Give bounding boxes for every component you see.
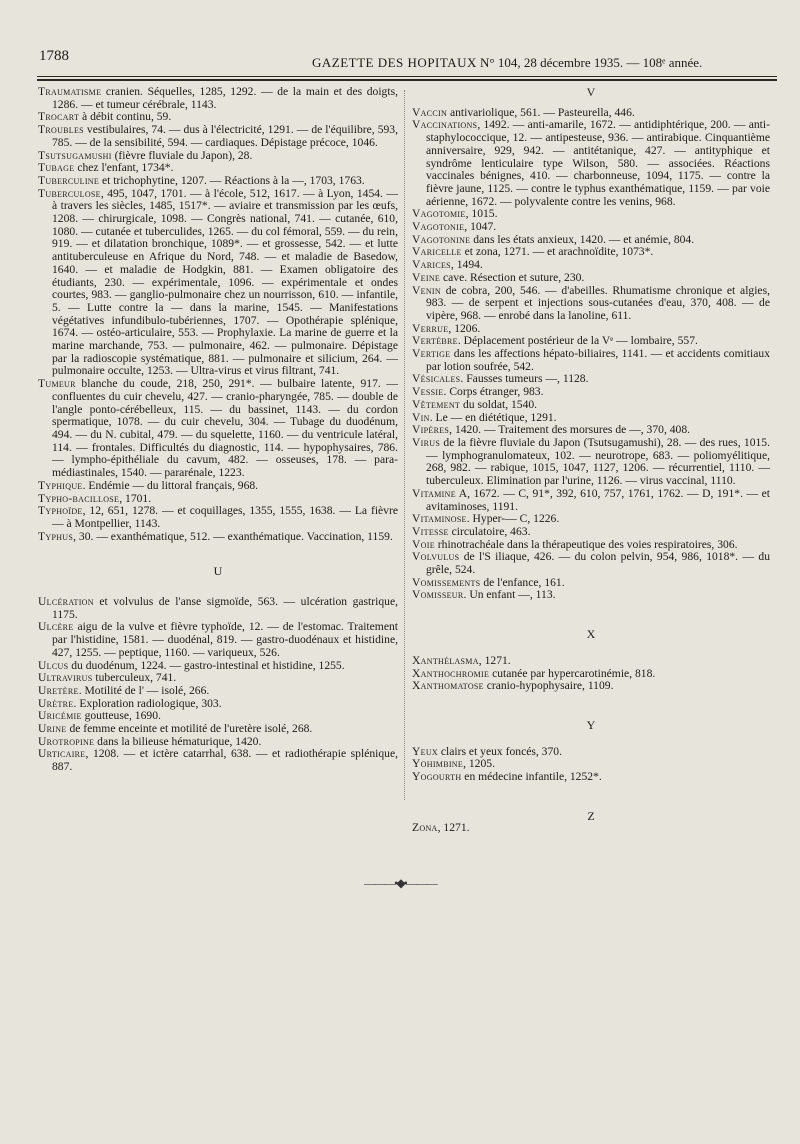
entry-references: , 1271. bbox=[437, 821, 470, 835]
entry-headword: Vitesse bbox=[412, 524, 449, 538]
entry-headword: Voie bbox=[412, 537, 435, 551]
entry-headword: Troubles bbox=[38, 123, 84, 137]
index-section-x bbox=[412, 655, 770, 693]
entry-headword: Vagotomie bbox=[412, 207, 466, 221]
section-letter-u: U bbox=[213, 564, 223, 579]
entry-headword: Typhoïde bbox=[38, 504, 83, 518]
entry-references: . Un enfant —, 113. bbox=[463, 588, 556, 602]
entry-headword: Tuberculine bbox=[38, 173, 100, 187]
entry-references: et volvulus de l'anse sigmoïde, 563. — ulcération gastrique, 1175. bbox=[52, 595, 398, 621]
index-entry bbox=[38, 596, 398, 621]
index-entry bbox=[412, 348, 770, 373]
entry-headword: Venin bbox=[412, 283, 441, 297]
entry-headword: Vertèbre bbox=[412, 334, 458, 348]
index-entry bbox=[412, 488, 770, 513]
entry-headword: Xanthélasma bbox=[412, 653, 479, 667]
entry-headword: Vipères bbox=[412, 423, 450, 437]
entry-headword: Urètre bbox=[38, 696, 74, 710]
entry-references: , 1015. bbox=[465, 207, 498, 221]
section-letter-v: V bbox=[586, 85, 596, 99]
index-section-y bbox=[412, 746, 770, 784]
entry-headword: Tuberculose bbox=[38, 186, 101, 200]
entry-headword: Yogourth bbox=[412, 770, 462, 784]
entry-references: de l'S iliaque, 426. — du colon pelvin, 954, 986, 1018*. — du grêle, 524. bbox=[426, 550, 770, 577]
entry-references: et trichophytine, 1207. — Réactions à la —, 1703, 1763. bbox=[99, 173, 365, 187]
entry-headword: Vessie bbox=[412, 385, 444, 399]
footer-ornament: ———•◆•——— bbox=[364, 876, 436, 890]
index-entry bbox=[412, 285, 770, 323]
entry-references: dans les états anxieux, 1420. — et anémie, 804. bbox=[470, 232, 695, 246]
entry-references: dans la bilieuse hématurique, 1420. bbox=[94, 734, 262, 748]
entry-headword: Urticaire bbox=[38, 747, 86, 761]
entry-headword: Tumeur bbox=[38, 377, 76, 391]
entry-references: , 1208. — et ictère catarrhal, 638. — et radiothérapie splénique, 887. bbox=[52, 747, 398, 774]
index-entry bbox=[412, 119, 770, 208]
entry-headword: Typhus bbox=[38, 529, 74, 543]
entry-references: . Corps étranger, 983. bbox=[443, 385, 544, 399]
entry-headword: Vaccin bbox=[412, 105, 448, 119]
index-entry bbox=[412, 822, 770, 835]
entry-references: cranien. Séquelles, 1285, 1292. — de la main et des doigts, 1286. — et tumeur cérébrale, 1143. bbox=[52, 85, 398, 111]
index-entry bbox=[412, 680, 770, 693]
entry-headword: Yeux bbox=[412, 744, 439, 758]
entry-references: chez l'enfant, 1734*. bbox=[74, 161, 174, 175]
entry-headword: Ultravirus bbox=[38, 671, 93, 685]
entry-headword: Urine bbox=[38, 722, 67, 736]
entry-references: dans les affections hépato-biliaires, 1141. — et accidents comitiaux par lotion soufrée, 542. bbox=[426, 347, 770, 373]
entry-references: tuberculeux, 741. bbox=[92, 671, 177, 685]
index-entry bbox=[38, 621, 398, 659]
entry-references: . Endémie — du littoral français, 968. bbox=[82, 478, 259, 492]
entry-headword: Varices bbox=[412, 258, 451, 272]
entry-headword: Typho-bacillose bbox=[38, 491, 120, 505]
journal-title: GAZETTE DES HOPITAUX bbox=[312, 55, 477, 70]
entry-references: circulatoire, 463. bbox=[448, 524, 531, 538]
entry-references: , 1492. — anti-amarile, 1672. — antidiphtérique, 200. — anti-staphylococcique, 12. — antipesteuse, 936. — antirabique. Cinquantième anniversaire, 929, 942. — antitétanique, 427. — antityphique et syndrôme lenticulaire type Wilson, 580. — associées. Réactions vaccinales bénignes, 410. — charbonneuse, 1094, 1175. — contre la fièvre jaune, 1125. — contre le typhus exanthématique, 1159. — par voie aérienne, 1672. — polyvalente contre les venins, 968. bbox=[426, 118, 770, 208]
entry-references: . Fausses tumeurs —, 1128. bbox=[460, 372, 589, 386]
header-rule-thick bbox=[37, 79, 777, 81]
entry-references: . Le — en diététique, 1291. bbox=[429, 410, 557, 424]
entry-headword: Zona bbox=[412, 821, 438, 835]
entry-references: antivariolique, 561. — Pasteurella, 446. bbox=[447, 105, 635, 119]
entry-references: clairs et yeux foncés, 370. bbox=[438, 744, 562, 758]
entry-references: goutteuse, 1690. bbox=[81, 709, 161, 723]
index-entry bbox=[412, 771, 770, 784]
issue-info: N° 104, 28 décembre 1935. — 108ᵉ année. bbox=[480, 55, 703, 70]
page-number: 1788 bbox=[39, 48, 69, 64]
section-letter-z: Z bbox=[587, 808, 595, 823]
entry-headword: Volvulus bbox=[412, 550, 460, 564]
entry-references: aigu de la vulve et fièvre typhoïde, 12. — de l'estomac. Traitement par l'histidine, 1581. — duodénal, 819. — gastro-duodénaux et histidine, 427, 1255. — peptique, 1160. — variqueux, 526. bbox=[52, 620, 398, 659]
header-rule bbox=[37, 76, 777, 77]
index-section-v bbox=[412, 107, 770, 602]
entry-references: de femme enceinte et motilité de l'uretère isolé, 268. bbox=[66, 722, 313, 736]
entry-headword: Trocart bbox=[38, 110, 80, 124]
entry-headword: Vaccinations bbox=[412, 118, 478, 132]
entry-headword: Vagotonine bbox=[412, 232, 471, 246]
entry-references: . Hyper-— C, 1226. bbox=[466, 512, 560, 526]
entry-references: . Exploration radiologique, 303. bbox=[73, 696, 222, 710]
entry-references: , 1420. — Traitement des morsures de —, 370, 408. bbox=[449, 423, 691, 437]
entry-headword: Vêtement bbox=[412, 397, 461, 411]
entry-headword: Tubage bbox=[38, 161, 75, 175]
right-column bbox=[412, 86, 770, 835]
index-entry bbox=[38, 86, 398, 111]
entry-references: de cobra, 200, 546. — d'abeilles. Rhumatisme chronique et algies, 983. — de serpent et injections sous-cutanées d'eau, 370, 408. — de vipère, 968. — enrobé dans la lanoline, 611. bbox=[426, 283, 770, 322]
entry-headword: Uretère bbox=[38, 683, 79, 697]
index-entry bbox=[38, 188, 398, 379]
entry-references: , 1494. bbox=[450, 258, 483, 272]
entry-headword: Verrue bbox=[412, 321, 449, 335]
column-divider bbox=[404, 90, 405, 800]
entry-references: cave. Résection et suture, 230. bbox=[440, 270, 585, 284]
entry-headword: Varicelle bbox=[412, 245, 462, 259]
entry-references: , 1205. bbox=[463, 757, 495, 771]
entry-headword: Vésicales bbox=[412, 372, 461, 386]
index-entry bbox=[38, 748, 398, 773]
entry-headword: Vitamine bbox=[412, 486, 456, 500]
entry-headword: Tsutsugamushi bbox=[38, 148, 112, 162]
entry-headword: Virus bbox=[412, 435, 441, 449]
entry-references: A, 1672. — C, 91*, 392, 610, 757, 1761, 1762. — D, 191*. — et avitaminoses, 1191. bbox=[426, 486, 770, 513]
entry-headword: Vin bbox=[412, 410, 430, 424]
entry-references: blanche du coude, 218, 250, 291*. — bulbaire latente, 917. — confluentes du cuir chevelu, 427. — cranio-pharyngée, 785. — double de l'angle ponto-cérébelleux, 115. — du bassinet, 1143. — du cordon spermatique, 1078. — du cuir chevelu, 304. — Tubage du duodénum, 494. — du N. cubital, 479. — du squelette, 1160. — du ventricule latéral, 114. — frontales. Difficultés du diagnostic, 114. — hypophysaires, 786. — lympho-épithéliale du cavum, 482. — osseuses, 178. — para-médiastinales, 1540. — pararénale, 1223. bbox=[52, 377, 398, 480]
entry-references: , 1206. bbox=[448, 321, 481, 335]
entry-headword: Vitaminose bbox=[412, 512, 467, 526]
entry-references: , 1047. bbox=[464, 220, 497, 234]
page-header bbox=[0, 0, 800, 80]
entry-references: vestibulaires, 74. — dus à l'électricité, 1291. — de l'équilibre, 593, 785. — de la sensibilité, 594. — cardiaques. Dépistage précoce, 1046. bbox=[52, 123, 398, 149]
index-entry bbox=[38, 505, 398, 530]
index-section-z bbox=[412, 822, 770, 835]
entry-references: , 1701. bbox=[119, 491, 152, 505]
entry-references: à débit continu, 59. bbox=[79, 110, 172, 124]
entry-headword: Ulcération bbox=[38, 595, 94, 609]
entry-headword: Typhique bbox=[38, 478, 83, 492]
entry-references: , 1271. bbox=[478, 653, 511, 667]
entry-references: en médecine infantile, 1252*. bbox=[461, 770, 602, 784]
index-entry bbox=[412, 551, 770, 576]
entry-headword: Veine bbox=[412, 270, 441, 284]
entry-references: . Déplacement postérieur de la Vᵉ — lombaire, 557. bbox=[457, 334, 698, 348]
entry-references: du duodénum, 1224. — gastro-intestinal et histidine, 1255. bbox=[68, 658, 345, 672]
entry-headword: Xanthomatose bbox=[412, 679, 484, 693]
index-entry bbox=[38, 531, 398, 544]
index-entry bbox=[38, 378, 398, 480]
entry-headword: Vomissements bbox=[412, 575, 481, 589]
index-section-t bbox=[38, 86, 398, 543]
index-entry bbox=[412, 589, 770, 602]
entry-headword: Xanthochromie bbox=[412, 666, 490, 680]
index-section-u bbox=[38, 596, 398, 774]
entry-references: (fièvre fluviale du Japon), 28. bbox=[111, 148, 253, 162]
entry-references: rhinotrachéale dans la thérapeutique des voies respiratoires, 306. bbox=[434, 537, 738, 551]
entry-headword: Ulcère bbox=[38, 620, 74, 634]
entry-references: cranio-hypophysaire, 1109. bbox=[483, 679, 614, 693]
section-letter-y: Y bbox=[586, 717, 596, 732]
entry-headword: Urotropine bbox=[38, 734, 95, 748]
entry-references: , 495, 1047, 1701. — à l'école, 512, 1617. — à Lyon, 1454. — à travers les siècles, 1485, 1517*. — aviaire et transmission par les œufs, 1208. — chirurgicale, 1098. — Congrès national, 741. — cutanée, 610, 1080. — cutanée et tuberculides, 1265. — du col fémoral, 559. — du rein, 919. — et dilatation bronchique, 1089*. — et grossesse, 542. — et lutte antituberculeuse en Afrique du Nord, 748. — et maladie de Basedow, 1640. — et maladie de Hodgkin, 881. — Examen obligatoire des étudiants, 230. — expérimentale, 1096. — expérimentale et ondes courtes, 983. — ganglio-pulmonaire chez un nourrisson, 610. — infantile, 5. — Lutte contre la — dans la marine, 1545. — Manifestations végétatives infundibulo-tubériennes, 1707. — Opothérapie splénique, 1674. — ostéo-articulaire, 553. — Prophylaxie. La marine de guerre et la marine marchande, 753. — pulmonaire, 462. — pulmonaire. Dépistage par la radioscopie systématique, 881. — pulmonaire et silicium, 264. — pulmonaire occulte, 1253. — Ultra-virus et virus filtrant, 741. bbox=[52, 186, 398, 378]
entry-headword: Traumatisme bbox=[38, 85, 102, 98]
entry-references: . Motilité de l' — isolé, 266. bbox=[78, 683, 210, 697]
entry-headword: Uricémie bbox=[38, 709, 82, 723]
entry-references: de l'enfance, 161. bbox=[480, 575, 565, 589]
entry-headword: Ulcus bbox=[38, 658, 69, 672]
entry-references: et zona, 1271. — et arachnoïdite, 1073*. bbox=[461, 245, 654, 259]
entry-references: cutanée par hypercarotinémie, 818. bbox=[489, 666, 656, 680]
section-letter-x: X bbox=[586, 627, 596, 642]
entry-headword: Vagotonie bbox=[412, 220, 465, 234]
index-entry bbox=[38, 124, 398, 149]
entry-references: , 30. — exanthématique, 512. — exanthématique. Vaccination, 1159. bbox=[73, 529, 393, 543]
left-column bbox=[38, 86, 398, 774]
entry-references: , 12, 651, 1278. — et coquillages, 1355, 1555, 1638. — La fièvre — à Montpellier, 1143. bbox=[52, 504, 398, 530]
entry-headword: Vertige bbox=[412, 347, 451, 361]
index-entry bbox=[412, 437, 770, 488]
entry-references: de la fièvre fluviale du Japon (Tsutsugamushi), 28. — des rues, 1015. — lymphogranulomateux, 102. — neurotrope, 683. — poliomyélitique, 268, 982. — rabique, 1015, 1047, 1127, 1206. — récurrentiel, 1110. — tuberculeux. Elimination par l'urine, 1126. — virus vaccinal, 1110. bbox=[426, 435, 770, 488]
entry-headword: Vomisseur bbox=[412, 588, 464, 602]
entry-headword: Yohimbine bbox=[412, 757, 464, 771]
entry-references: du soldat, 1540. bbox=[460, 397, 538, 411]
